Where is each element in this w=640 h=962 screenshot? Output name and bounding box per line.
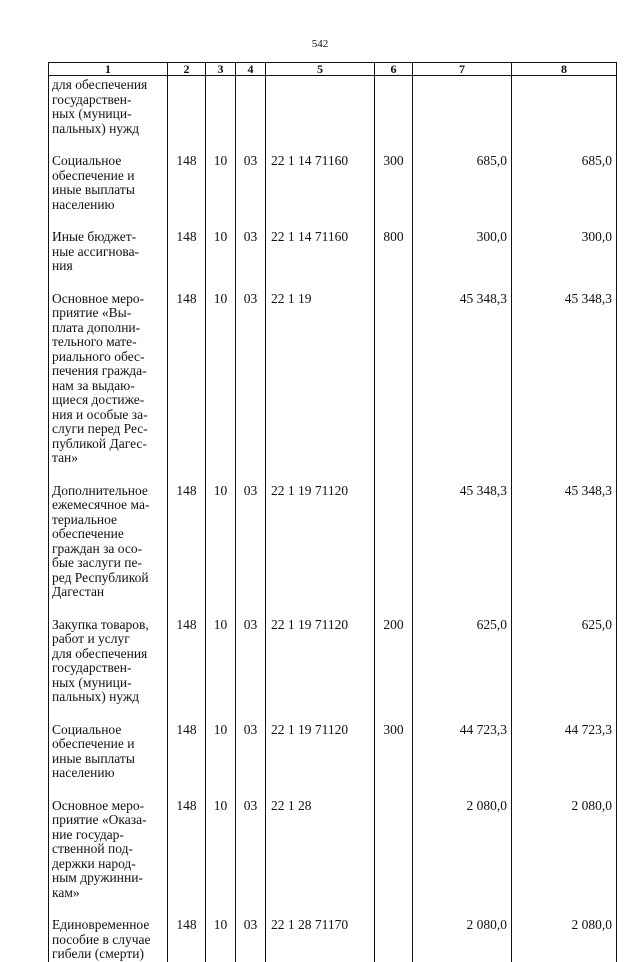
row-name-cell: Социальное обеспечение и иные выплаты населению [49,717,168,793]
cell-col-8: 685,0 [512,148,617,224]
table-row [49,912,617,962]
cell-col-4: 03 [236,912,266,962]
cell-col-5: 22 1 14 71160 [266,224,375,286]
cell-col-8: 2 080,0 [512,912,617,962]
cell-col-6: 300 [375,717,413,793]
cell-col-4: 03 [236,224,266,286]
cell-col-7: 44 723,3 [413,717,512,793]
header-row [49,63,617,76]
column-header: 4 [236,63,266,76]
row-name-cell: Иные бюджет- ные ассигнова- ния [49,224,168,286]
cell-col-6: 200 [375,612,413,717]
cell-col-2: 148 [168,148,206,224]
cell-col-6 [375,793,413,913]
cell-col-8: 2 080,0 [512,793,617,913]
cell-col-5: 22 1 19 71120 [266,717,375,793]
budget-table [48,62,617,962]
cell-col-6 [375,286,413,478]
cell-col-8 [512,76,617,149]
cell-col-8: 45 348,3 [512,478,617,612]
cell-col-3: 10 [206,478,236,612]
cell-col-7: 685,0 [413,148,512,224]
cell-col-6 [375,76,413,149]
cell-col-4: 03 [236,286,266,478]
cell-col-4: 03 [236,717,266,793]
row-name-cell: для обеспечения государствен- ных (муници- пальных) нужд [49,76,168,149]
column-header: 5 [266,63,375,76]
cell-col-3: 10 [206,148,236,224]
table-row [49,478,617,612]
row-name-cell: Закупка товаров, работ и услуг для обеспечения государствен- ных (муници- пальных) нужд [49,612,168,717]
cell-col-8: 45 348,3 [512,286,617,478]
table-row [49,612,617,717]
column-header: 2 [168,63,206,76]
cell-col-5 [266,76,375,149]
cell-col-7: 2 080,0 [413,793,512,913]
cell-col-2: 148 [168,717,206,793]
cell-col-6: 800 [375,224,413,286]
table-row [49,286,617,478]
row-name-cell: Социальное обеспечение и иные выплаты населению [49,148,168,224]
cell-col-7: 2 080,0 [413,912,512,962]
cell-col-5: 22 1 28 71170 [266,912,375,962]
cell-col-4: 03 [236,612,266,717]
cell-col-7: 45 348,3 [413,286,512,478]
cell-col-3: 10 [206,286,236,478]
cell-col-2 [168,76,206,149]
cell-col-2: 148 [168,224,206,286]
cell-col-4 [236,76,266,149]
table-row [49,717,617,793]
cell-col-5: 22 1 14 71160 [266,148,375,224]
cell-col-6 [375,478,413,612]
cell-col-2: 148 [168,286,206,478]
column-header: 1 [49,63,168,76]
cell-col-5: 22 1 19 71120 [266,612,375,717]
cell-col-8: 300,0 [512,224,617,286]
cell-col-3: 10 [206,612,236,717]
column-header: 6 [375,63,413,76]
cell-col-3: 10 [206,912,236,962]
cell-col-5: 22 1 19 71120 [266,478,375,612]
cell-col-6 [375,912,413,962]
cell-col-7: 45 348,3 [413,478,512,612]
cell-col-2: 148 [168,912,206,962]
cell-col-3: 10 [206,224,236,286]
cell-col-4: 03 [236,148,266,224]
table-row [49,76,617,149]
table-row [49,148,617,224]
cell-col-7 [413,76,512,149]
cell-col-2: 148 [168,793,206,913]
cell-col-8: 625,0 [512,612,617,717]
column-header: 7 [413,63,512,76]
column-header: 3 [206,63,236,76]
cell-col-2: 148 [168,478,206,612]
cell-col-4: 03 [236,793,266,913]
cell-col-3 [206,76,236,149]
row-name-cell: Единовременное пособие в случае гибели (смерти) [49,912,168,962]
cell-col-8: 44 723,3 [512,717,617,793]
table-row [49,224,617,286]
cell-col-4: 03 [236,478,266,612]
cell-col-3: 10 [206,793,236,913]
page-number: 542 [311,38,329,50]
cell-col-3: 10 [206,717,236,793]
cell-col-7: 300,0 [413,224,512,286]
row-name-cell: Дополнительное ежемесячное ма- териальное обеспечение граждан за осо- бые заслуги пе- ред Республикой Дагестан [49,478,168,612]
cell-col-5: 22 1 28 [266,793,375,913]
cell-col-2: 148 [168,612,206,717]
cell-col-6: 300 [375,148,413,224]
table-row [49,793,617,913]
row-name-cell: Основное меро- приятие «Вы- плата дополни- тельного мате- риального обес- печения гражда- нам за выдаю- щиеся достиже- ния и особые за- слуги перед Рес- публикой Дагес- тан» [49,286,168,478]
cell-col-5: 22 1 19 [266,286,375,478]
row-name-cell: Основное меро- приятие «Оказа- ние государ- ственной под- держки народ- ным дружинни- кам» [49,793,168,913]
cell-col-7: 625,0 [413,612,512,717]
column-header: 8 [512,63,617,76]
